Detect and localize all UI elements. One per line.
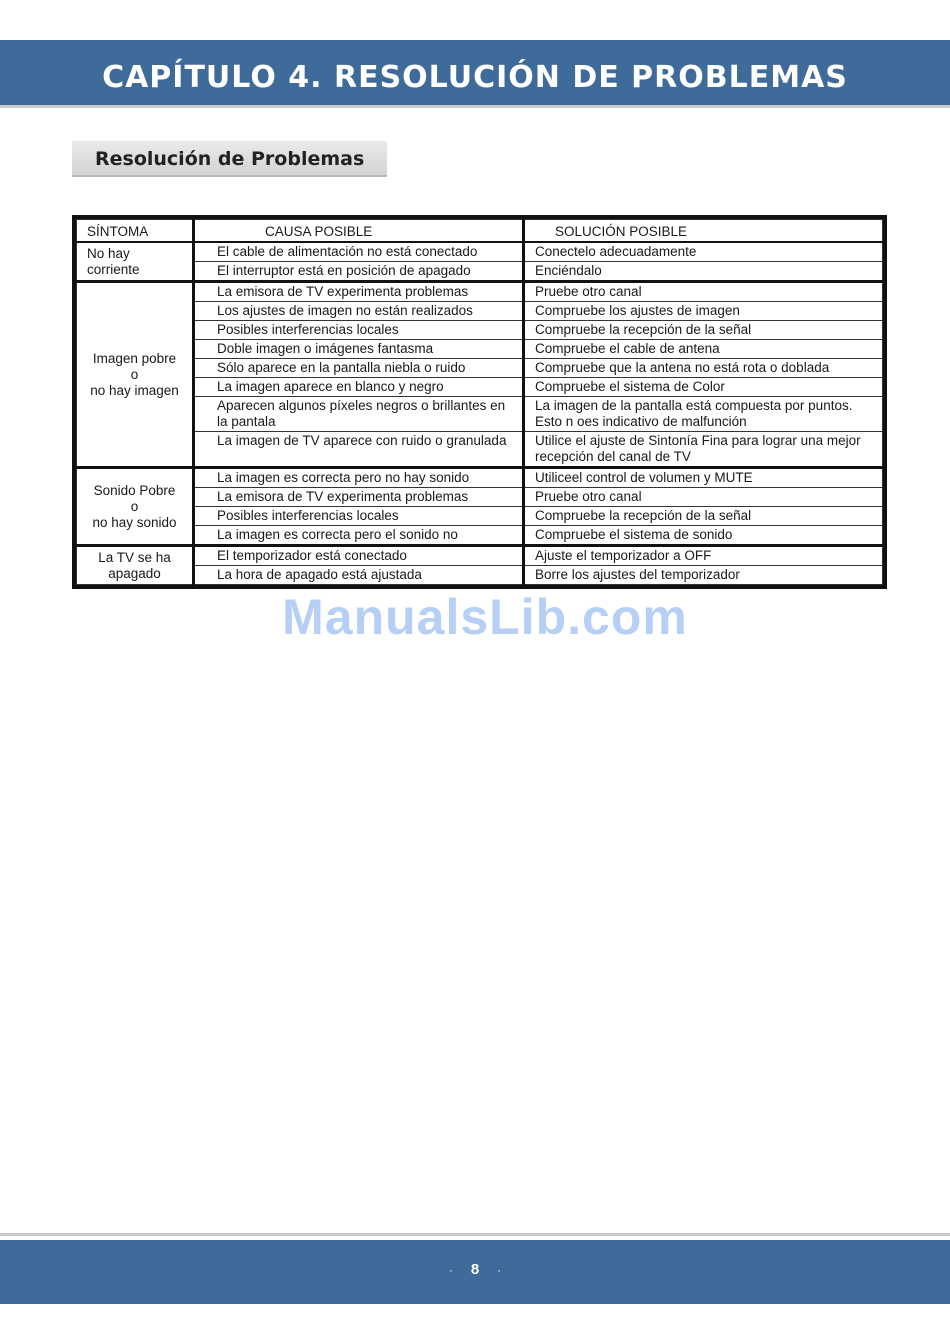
cause-cell: La imagen es correcta pero no hay sonido bbox=[194, 468, 524, 488]
header-cause: CAUSA POSIBLE bbox=[194, 220, 524, 243]
footer-divider bbox=[0, 1233, 950, 1236]
solution-cell: Pruebe otro canal bbox=[524, 488, 883, 507]
header-divider bbox=[0, 105, 950, 108]
page-dot-right: · bbox=[497, 1263, 502, 1277]
solution-cell: Ajuste el temporizador a OFF bbox=[524, 546, 883, 566]
solution-cell: Utilice el ajuste de Sintonía Fina para lograr una mejor recepción del canal de TV bbox=[524, 432, 883, 468]
section-heading-box bbox=[72, 141, 387, 177]
troubleshooting-table bbox=[72, 215, 887, 589]
cause-cell: Sólo aparece en la pantalla niebla o ruido bbox=[194, 359, 524, 378]
cause-cell: El interruptor está en posición de apagado bbox=[194, 262, 524, 282]
cause-cell: Doble imagen o imágenes fantasma bbox=[194, 340, 524, 359]
table-row bbox=[77, 432, 883, 468]
table-row bbox=[77, 488, 883, 507]
table-row bbox=[77, 566, 883, 585]
table-row bbox=[77, 340, 883, 359]
cause-cell: El cable de alimentación no está conectado bbox=[194, 242, 524, 262]
solution-cell: Conectelo adecuadamente bbox=[524, 242, 883, 262]
page-number-value: 8 bbox=[470, 1261, 480, 1278]
table-row bbox=[77, 397, 883, 432]
cause-cell: Los ajustes de imagen no están realizados bbox=[194, 302, 524, 321]
table-row bbox=[77, 526, 883, 546]
table-row bbox=[77, 546, 883, 566]
cause-cell: La imagen es correcta pero el sonido no bbox=[194, 526, 524, 546]
cause-cell: La emisora de TV experimenta problemas bbox=[194, 488, 524, 507]
section-title: Resolución de Problemas bbox=[95, 148, 365, 170]
cause-cell: Posibles interferencias locales bbox=[194, 321, 524, 340]
solution-cell: Compruebe la recepción de la señal bbox=[524, 507, 883, 526]
cause-cell: Aparecen algunos píxeles negros o brillantes en la pantala bbox=[194, 397, 524, 432]
table-row bbox=[77, 302, 883, 321]
page-dot-left: · bbox=[448, 1263, 453, 1277]
header-solution: SOLUCIÓN POSIBLE bbox=[524, 220, 883, 243]
solution-cell: Utiliceel control de volumen y MUTE bbox=[524, 468, 883, 488]
table-row bbox=[77, 321, 883, 340]
table-row bbox=[77, 378, 883, 397]
watermark: ManualsLib.com bbox=[282, 589, 688, 645]
cause-cell: La hora de apagado está ajustada bbox=[194, 566, 524, 585]
cause-cell: Posibles interferencias locales bbox=[194, 507, 524, 526]
table-row bbox=[77, 359, 883, 378]
chapter-title: CAPÍTULO 4. RESOLUCIÓN DE PROBLEMAS bbox=[102, 60, 848, 95]
symptom-cell: No hay corriente bbox=[77, 242, 194, 282]
cause-cell: El temporizador está conectado bbox=[194, 546, 524, 566]
solution-cell: Compruebe que la antena no está rota o doblada bbox=[524, 359, 883, 378]
table-row bbox=[77, 282, 883, 302]
page-number bbox=[0, 1260, 950, 1280]
symptom-cell: Sonido Pobre o no hay sonido bbox=[77, 468, 194, 546]
solution-cell: Pruebe otro canal bbox=[524, 282, 883, 302]
cause-cell: La emisora de TV experimenta problemas bbox=[194, 282, 524, 302]
solution-cell: Compruebe el sistema de Color bbox=[524, 378, 883, 397]
symptom-cell: Imagen pobre o no hay imagen bbox=[77, 282, 194, 468]
table-row bbox=[77, 468, 883, 488]
symptom-cell: La TV se ha apagado bbox=[77, 546, 194, 585]
table-row bbox=[77, 262, 883, 282]
solution-cell: La imagen de la pantalla está compuesta por puntos. Esto n oes indicativo de malfunción bbox=[524, 397, 883, 432]
table-row bbox=[77, 507, 883, 526]
solution-cell: Compruebe el cable de antena bbox=[524, 340, 883, 359]
table-header-row bbox=[77, 220, 883, 243]
header-symptom: SÍNTOMA bbox=[77, 220, 194, 243]
solution-cell: Borre los ajustes del temporizador bbox=[524, 566, 883, 585]
cause-cell: La imagen aparece en blanco y negro bbox=[194, 378, 524, 397]
solution-cell: Compruebe el sistema de sonido bbox=[524, 526, 883, 546]
solution-cell: Compruebe la recepción de la señal bbox=[524, 321, 883, 340]
solution-cell: Enciéndalo bbox=[524, 262, 883, 282]
table-row bbox=[77, 242, 883, 262]
solution-cell: Compruebe los ajustes de imagen bbox=[524, 302, 883, 321]
cause-cell: La imagen de TV aparece con ruido o granulada bbox=[194, 432, 524, 468]
